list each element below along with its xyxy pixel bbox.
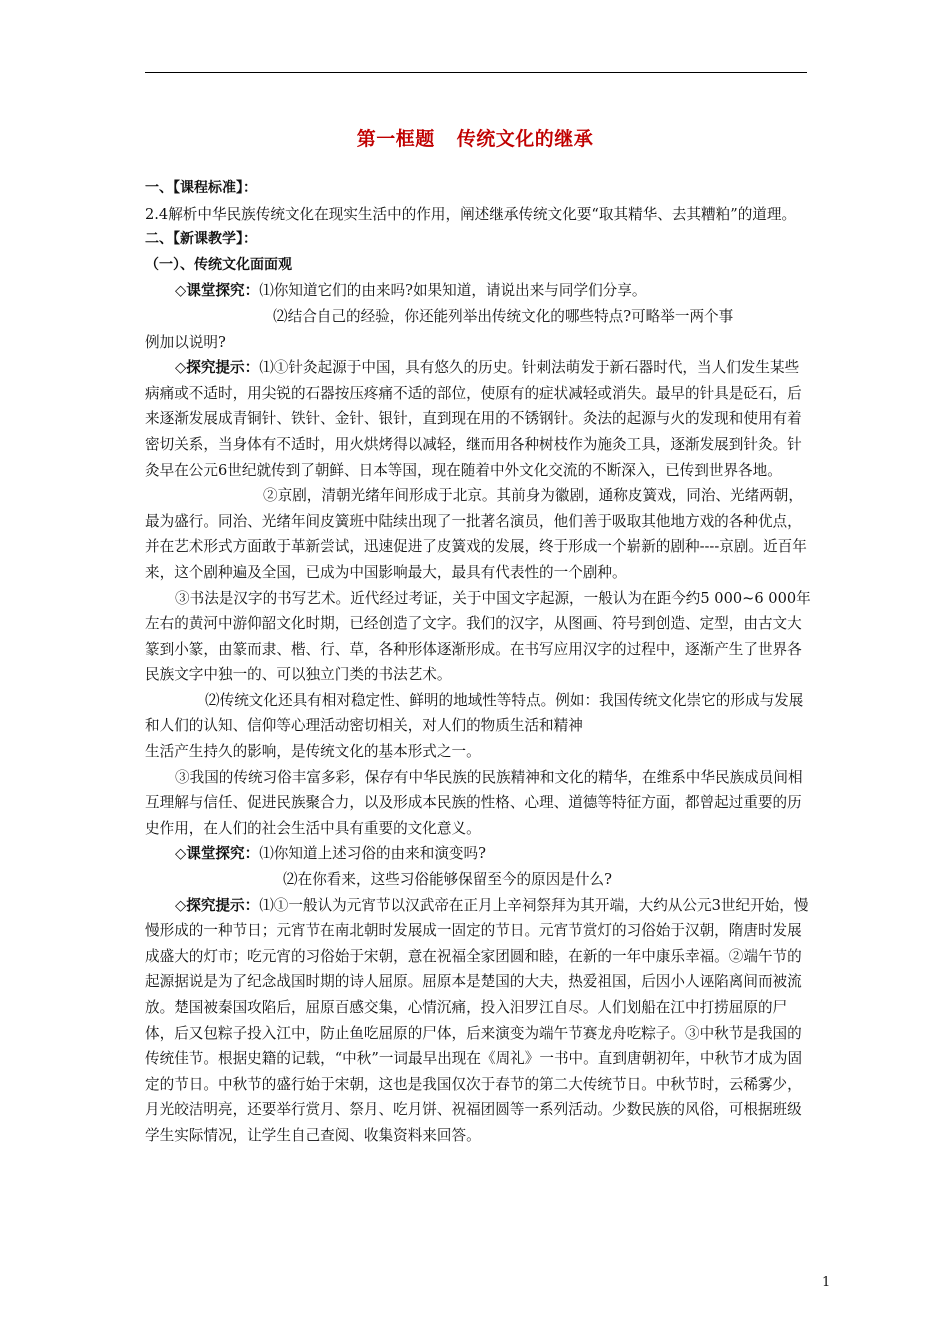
hint1-paragraph-5: ③我国的传统习俗丰富多彩，保存有中华民族的民族精神和文化的精华，在维系中华民族成员间相互理解与信任、促进民族聚合力，以及形成本民族的性格、心理、道德等特征方面，都曾起过重要的历史作用，在人们的社会生活中具有重要的文化意义。 — [145, 768, 803, 837]
title-part1: 第一框题 — [356, 128, 435, 150]
hint2-paragraph — [145, 893, 811, 1149]
hint1-paragraph-1 — [145, 355, 811, 483]
inquiry1-q1-line — [145, 278, 811, 304]
document-body — [145, 176, 811, 1149]
inquiry2-q1-line — [145, 841, 811, 867]
inquiry2-q2: ⑵在你看来，这些习俗能够保留至今的原因是什么? — [283, 871, 612, 889]
section-heading-standards: 一、【课程标准】： — [145, 180, 257, 196]
hint1-p1: ⑴①针灸起源于中国，具有悠久的历史。针刺法萌发于新石器时代，当人们发生某些病痛或不适时，用尖锐的石器按压疼痛不适的部位，使原有的症状减轻或消失。最早的针具是砭石，后来逐渐发展成青铜针、铁针、金针、银针，直到现在用的不锈钢针。灸法的起源与火的发现和使用有着密切关系，当身体有不适时，用火烘烤得以减轻，继而用各种树枝作为施灸工具，逐渐发展到针灸。针灸早在公元6世纪就传到了朝鲜、日本等国，现在随着中外文化交流的不断深入，已传到世界各地。 — [145, 359, 802, 479]
hint1-paragraph-2: ②京剧，清朝光绪年间形成于北京。其前身为徽剧，通称皮簧戏，同治、光绪两朝，最为盛行。同治、光绪年间皮簧班中陆续出现了一批著名演员，他们善于吸取其他地方戏的各种优点，并在艺术形式方面敢于革新尝试，迅速促进了皮簧戏的发展，终于形成一个崭新的剧种----京剧。近百年来，这个剧种遍及全国，已成为中国影响最大，最具有代表性的一个剧种。 — [145, 487, 807, 581]
subsection-heading: （一）、传统文化面面观 — [145, 256, 292, 273]
inquiry2-label: ◇课堂探究： — [175, 845, 260, 863]
standards-text: 2.4解析中华民族传统文化在现实生活中的作用，阐述继承传统文化要“取其精华、去其糟粕”的道理。 — [145, 205, 797, 223]
page-number: 1 — [822, 1275, 831, 1290]
inquiry1-q2-line2: 例加以说明? — [145, 333, 226, 351]
inquiry2-q1: ⑴你知道上述习俗的由来和演变吗? — [259, 845, 486, 863]
hint1-paragraph-4a: ⑵传统文化还具有相对稳定性、鲜明的地域性等特点。例如：我国传统文化崇它的形成与发展和人们的认知、信仰等心理活动密切相关，对人们的物质生活和精神 — [145, 691, 804, 735]
inquiry1-q1: ⑴你知道它们的由来吗?如果知道，请说出来与同学们分享。 — [259, 282, 647, 300]
hint1-paragraph-3: ③书法是汉字的书写艺术。近代经过考证，关于中国文字起源，一般认为在距今约5 000~6 000年左右的黄河中游仰韶文化时期，已经创造了文字。我们的汉字，从图画、符号到创造、定型，由古文大篆到小篆，由篆而隶、楷、行、草，各种形体逐渐形成。在书写应用汉字的过程中，逐渐产生了世界各民族文字中独一的、可以独立门类的书法艺术。 — [145, 589, 811, 684]
page-title — [0, 124, 950, 151]
section-heading-teaching: 二、【新课教学】： — [145, 231, 257, 248]
header-rule — [145, 72, 807, 73]
hint1-label: ◇探究提示： — [175, 359, 260, 377]
title-part2: 传统文化的继承 — [456, 128, 594, 150]
inquiry1-label: ◇课堂探究： — [175, 282, 260, 300]
inquiry1-q2-line1: ⑵结合自己的经验，你还能列举出传统文化的哪些特点?可略举一两个事 — [273, 307, 734, 325]
hint1-paragraph-4b: 生活产生持久的影响，是传统文化的基本形式之一。 — [145, 743, 481, 761]
hint2-p1: ⑴①一般认为元宵节以汉武帝在正月上辛祠祭拜为其开端，大约从公元3世纪开始，慢慢形成的一种节日；元宵节在南北朝时发展成一固定的节日。元宵节赏灯的习俗始于汉朝，隋唐时发展成盛大的灯市；吃元宵的习俗始于宋朝，意在祝福全家团圆和睦，在新的一年中康乐幸福。②端午节的起源据说是为了纪念战国时期的诗人屈原。屈原本是楚国的大夫，热爱祖国，后因小人诬陷离间而被流放。楚国被秦国攻陷后，屈原百感交集，心情沉痛，投入汨罗江自尽。人们划船在江中打捞屈原的尸体，后又包粽子投入江中，防止鱼吃屈原的尸体，后来演变为端午节赛龙舟吃粽子。③中秋节是我国的传统佳节。根据史籍的记载，“中秋”一词最早出现在《周礼》一书中。直到唐朝初年，中秋节才成为固定的节日。中秋节的盛行始于宋朝，这也是我国仅次于春节的第二大传统节日。中秋节时，云稀雾少，月光皎洁明亮，还要举行赏月、祭月、吃月饼、祝福团圆等一系列活动。少数民族的风俗，可根据班级学生实际情况，让学生自己查阅、收集资料来回答。 — [145, 896, 809, 1144]
hint2-label: ◇探究提示： — [175, 896, 260, 914]
